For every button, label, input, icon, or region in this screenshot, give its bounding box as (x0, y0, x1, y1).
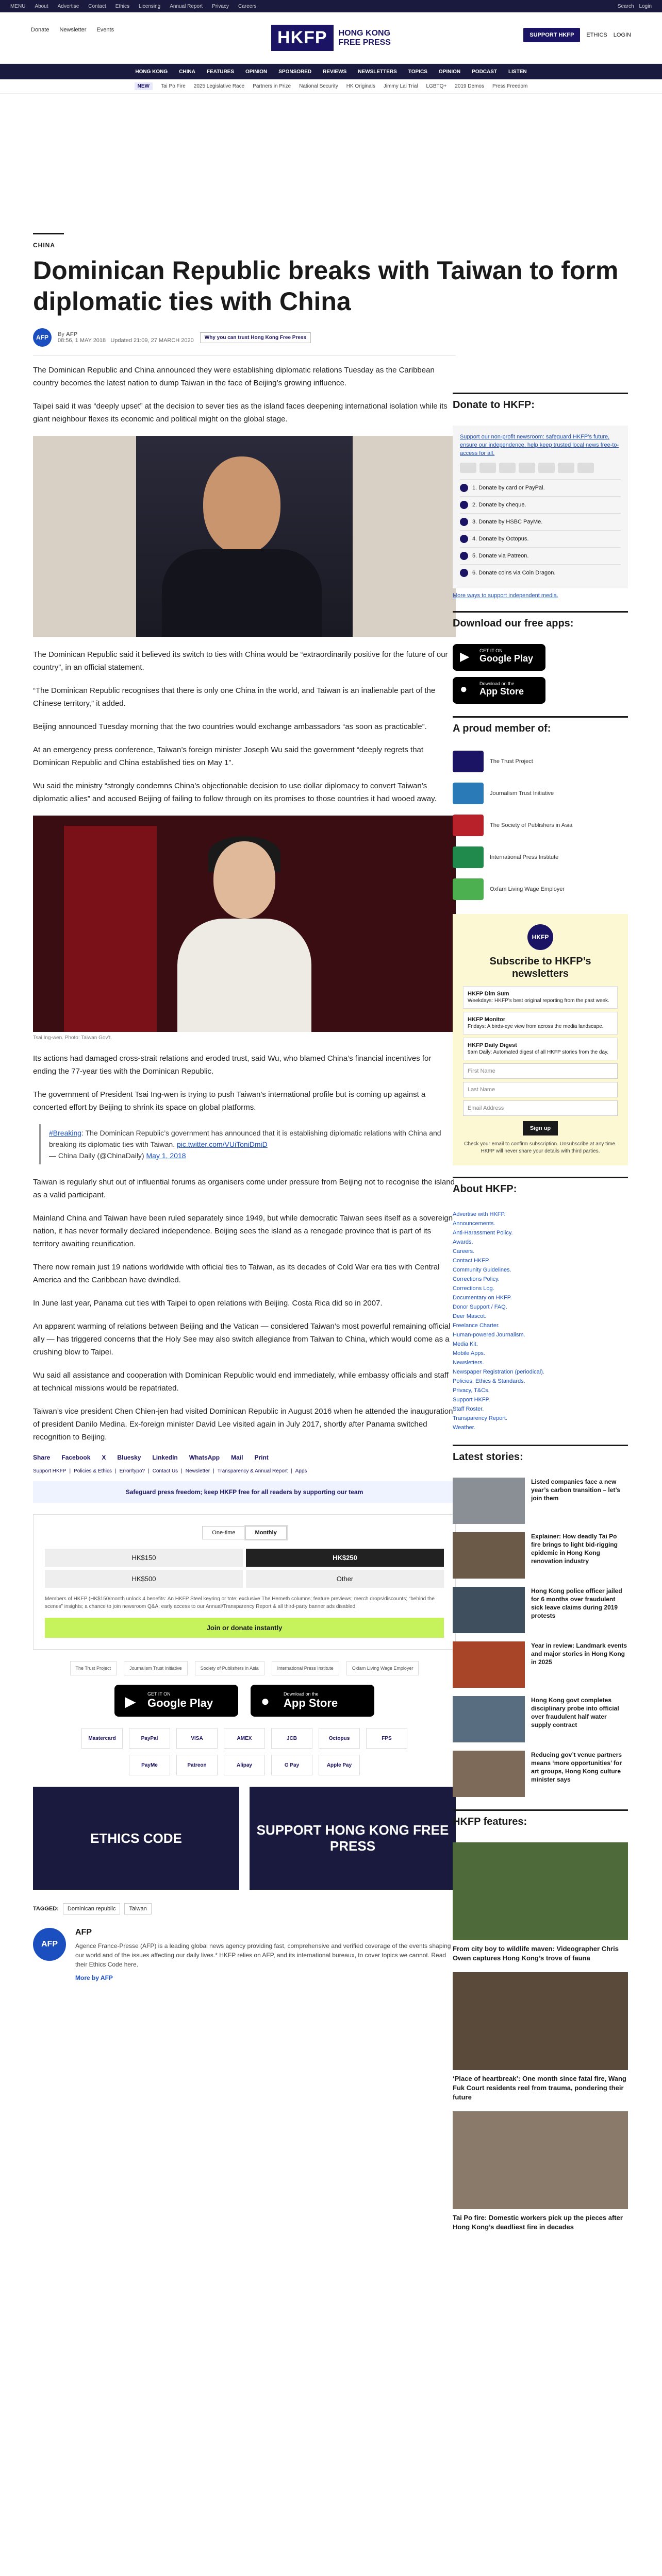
author-avatar[interactable]: AFP (33, 328, 52, 347)
story-title: Listed companies face a new year’s carbon transition – let’s join them (531, 1478, 620, 1502)
topbar-item[interactable]: About (35, 3, 48, 9)
member-logo[interactable] (453, 749, 628, 774)
donate-option[interactable] (460, 479, 621, 496)
join-button[interactable]: Join or donate instantly (45, 1618, 444, 1638)
donate-intro-link[interactable]: Support our non-profit newsroom: safeguard HKFP’s future, ensure our independence, help keep trusted local news free-to-access for all. (460, 434, 619, 456)
payment-logo[interactable]: AMEX (224, 1728, 265, 1749)
author-bio: Agence France-Presse (AFP) is a leading global news agency providing fast, comprehensive and verified coverage of the events shaping our world and of the issues affecting our daily lives.* HKFP relies on AFP, and its international bureaux, to cover topics we cannot. Read their Ethics Code here. (75, 1942, 451, 1968)
story-title: Year in review: Landmark events and major stories in Hong Kong in 2025 (531, 1642, 627, 1666)
login-link[interactable]: LOGIN (613, 32, 631, 38)
trending-item[interactable]: LGBTQ+ (426, 83, 447, 89)
topbar-item[interactable]: Annual Report (170, 3, 203, 9)
badge-label: App Store (284, 1697, 338, 1709)
sidebar-heading: Latest stories: (453, 1445, 628, 1470)
trending-item[interactable]: National Security (299, 83, 338, 89)
newsletter-title: Subscribe to HKFP’s newsletters (489, 956, 591, 979)
tweet-text: : The Dominican Republic’s government has announced that it is establishing diplomatic relations with China and breaking its diplomatic ties with Taiwan. (49, 1129, 441, 1148)
card-icon (519, 463, 535, 473)
latest-story[interactable] (453, 1696, 628, 1742)
by-label: By (58, 331, 64, 337)
story-title: Hong Kong police officer jailed for 6 months over fraudulent sick leave claims during 2019 protests (531, 1587, 622, 1619)
donate-widget (33, 1514, 456, 1650)
member-logo-icon (453, 815, 484, 836)
apple-icon: ● (460, 682, 468, 696)
about-link[interactable]: Policies, Ethics & Standards. (453, 1378, 525, 1384)
sidebar-heading: Donate to HKFP: (453, 393, 628, 418)
nav-item[interactable]: OPINION (245, 69, 268, 75)
donate-option[interactable] (460, 564, 621, 581)
badge-small: GET IT ON (147, 1691, 171, 1697)
app-store-badge[interactable] (251, 1685, 374, 1717)
feature-title: ‘Place of heartbreak’: One month since fatal fire, Wang Fuk Court residents reel from trauma, pondering their future (453, 2075, 626, 2101)
author-name[interactable]: AFP (75, 1928, 92, 1937)
nav-item[interactable]: REVIEWS (323, 69, 347, 75)
story-thumbnail (453, 1478, 525, 1524)
about-link[interactable]: Announcements. (453, 1221, 495, 1227)
topbar-item[interactable]: Licensing (138, 3, 161, 9)
member-name: Journalism Trust Initiative (490, 790, 554, 796)
embedded-tweet (39, 1124, 456, 1164)
trending-item[interactable]: Press Freedom (492, 83, 528, 89)
about-link[interactable]: Community Guidelines. (453, 1267, 511, 1273)
donate-option[interactable] (460, 513, 621, 530)
footer-link[interactable]: Policies & Ethics (74, 1468, 112, 1474)
tweet-author: — China Daily (@ChinaDaily) (49, 1151, 144, 1160)
header-right (523, 28, 631, 42)
about-link[interactable]: Donor Support / FAQ. (453, 1304, 507, 1310)
donate-option[interactable] (460, 530, 621, 547)
google-play-badge[interactable] (453, 644, 545, 671)
topbar-item[interactable]: Contact (88, 3, 106, 9)
member-name: The Society of Publishers in Asia (490, 822, 573, 828)
article-title: Dominican Republic breaks with Taiwan to form diplomatic ties with China (33, 256, 619, 316)
paragraph: “The Dominican Republic recognises that there is only one China in the world, and Taiwan is an inalienable part of the Chinese territory,” it added. (33, 686, 436, 708)
trust-badge[interactable]: Why you can trust Hong Kong Free Press (200, 332, 311, 343)
topbar-item[interactable]: Advertise (57, 3, 79, 9)
footer-link[interactable]: Apps (295, 1468, 307, 1474)
paragraph: Mainland China and Taiwan have been ruled separately since 1949, but while democratic Taiwan sees itself as a sovereign nation, it has never formally declared independence. Beijing sees the island as a renegade province that is part of its territory awaiting reunification. (33, 1214, 453, 1248)
donate-option-label: 2. Donate by cheque. (472, 502, 526, 508)
trending-item[interactable]: HK Originals (346, 83, 375, 89)
trust-logo[interactable]: International Press Institute (272, 1661, 339, 1675)
member-logo[interactable] (453, 781, 628, 806)
nl-option-name: HKFP Monitor (468, 1016, 506, 1023)
paragraph: The Dominican Republic and China announced they were establishing diplomatic relations Tuesday as the Caribbean country becomes the latest nation to dump Taiwan in the face of Beijing’s growing influence. (33, 366, 435, 387)
sidebar (453, 393, 628, 2241)
promo-banners (33, 1787, 456, 1890)
paragraph: The Dominican Republic said it believed its switch to ties with China would be “extraordinarily positive for the future of our country”, in an official statement. (33, 650, 448, 672)
more-ways-link[interactable]: More ways to support independent media. (453, 592, 558, 599)
author-box (33, 1928, 456, 1982)
nav-item[interactable]: SPONSORED (278, 69, 312, 75)
site-header (0, 12, 662, 64)
tweet-pic-link[interactable]: pic.twitter.com/VUiToniDmiD (176, 1140, 268, 1148)
latest-story[interactable] (453, 1751, 628, 1797)
nl-option-desc: Fridays: A birds-eye view from across the media landscape. (468, 1024, 604, 1029)
photo-flag (64, 826, 157, 1032)
badge-label: Google Play (479, 653, 534, 664)
tag-list (33, 1903, 456, 1914)
payment-logo[interactable]: Patreon (176, 1755, 218, 1775)
trending-item[interactable]: 2025 Legislative Race (193, 83, 245, 89)
paragraph: Taipei said it was “deeply upset” at the decision to sever ties as the island faces deepening international isolation while its giant neighbour flexes its economic and political might on the global stage. (33, 402, 448, 423)
app-store-badge[interactable] (453, 677, 545, 704)
share-facebook[interactable]: Facebook (61, 1454, 91, 1461)
google-play-badge[interactable] (114, 1685, 238, 1717)
newsletter-link[interactable]: Newsletter (59, 27, 87, 33)
member-name: International Press Institute (490, 854, 559, 860)
trust-logo[interactable]: The Trust Project (70, 1661, 117, 1675)
about-link[interactable]: Mobile Apps. (453, 1350, 485, 1357)
sidebar-heading: About HKFP: (453, 1177, 628, 1202)
freq-monthly[interactable]: Monthly (245, 1526, 287, 1539)
about-link[interactable]: Privacy, T&Cs. (453, 1387, 490, 1394)
payment-methods (64, 1728, 425, 1775)
latest-story[interactable] (453, 1532, 628, 1579)
footer-link[interactable]: Newsletter (185, 1468, 210, 1474)
trust-logo[interactable]: Oxfam Living Wage Employer (346, 1661, 419, 1675)
feature-image (453, 1972, 628, 2070)
card-icon (499, 463, 516, 473)
badge-label: Google Play (147, 1697, 213, 1709)
feature-story[interactable] (453, 1842, 628, 1963)
main-nav (0, 64, 662, 79)
donate-option[interactable] (460, 547, 621, 564)
payment-logo[interactable]: PayPal (129, 1728, 170, 1749)
member-name: Oxfam Living Wage Employer (490, 886, 565, 892)
about-link[interactable]: Staff Roster. (453, 1406, 484, 1412)
tsai-ing-wen-photo (33, 816, 456, 1032)
nav-item[interactable]: PODCAST (472, 69, 498, 75)
member-logo-icon (453, 878, 484, 900)
nav-item[interactable]: TOPICS (408, 69, 427, 75)
apple-icon: ● (261, 1693, 270, 1709)
payment-logo[interactable]: Alipay (224, 1755, 265, 1775)
login-link[interactable]: Login (639, 3, 652, 9)
publish-date: 08:56, 1 MAY 2018 (58, 337, 106, 344)
trending-label: NEW (135, 82, 153, 90)
payment-logo[interactable]: FPS (366, 1728, 407, 1749)
card-icon (460, 463, 476, 473)
amount-option[interactable]: HK$250 (246, 1549, 444, 1567)
story-thumbnail (453, 1587, 525, 1633)
title-rule (33, 233, 64, 234)
trending-item[interactable]: Jimmy Lai Trial (383, 83, 418, 89)
paragraph: Taiwan’s vice president Chen Chien-jen had visited Dominican Republic in August 2016 when he attended the inauguration of president Danilo Medina. Ex-foreign minister David Lee visited again in July 2017, shortly after Panama switched recognition to Beijing. (33, 1407, 453, 1442)
author-link[interactable]: AFP (65, 331, 77, 337)
member-logo-icon (453, 846, 484, 868)
sidebar-heading: Download our free apps: (453, 611, 628, 637)
nl-option-desc: Weekdays: HKFP’s best original reporting from the past week. (468, 998, 609, 1004)
payment-logo[interactable]: Apple Pay (319, 1755, 360, 1775)
paragraph: Wu said all assistance and cooperation with Dominican Republic would end immediately, while embassy officials and staff at technical missions would be repatriated. (33, 1371, 449, 1393)
support-promo[interactable]: SUPPORT HONG KONG FREE PRESS (250, 1787, 456, 1890)
about-link[interactable]: Advertise with HKFP. (453, 1211, 506, 1217)
badge-label: App Store (479, 686, 524, 697)
option-icon (460, 501, 468, 509)
tweet-date-link[interactable]: May 1, 2018 (146, 1151, 186, 1160)
newsletter-option[interactable] (463, 1012, 618, 1035)
nav-item[interactable]: CHINA (179, 69, 195, 75)
card-icon (538, 463, 555, 473)
trending-bar (0, 79, 662, 94)
story-title: Reducing gov’t venue partners means ‘more opportunities’ for art groups, Hong Kong culture minister says (531, 1751, 622, 1783)
member-logo-icon (453, 783, 484, 804)
danilo-medina-photo (33, 436, 456, 637)
share-bar (33, 1454, 456, 1461)
card-icon (577, 463, 594, 473)
card-icons (460, 463, 621, 473)
about-link[interactable]: Newspaper Registration (periodical). (453, 1369, 544, 1375)
about-link[interactable]: Newsletters. (453, 1360, 484, 1366)
share-print[interactable]: Print (254, 1454, 269, 1461)
footer-link[interactable]: Support HKFP (33, 1468, 67, 1474)
newsletter-option[interactable] (463, 1038, 618, 1060)
nav-item[interactable]: HONG KONG (135, 69, 168, 75)
freq-one-time[interactable]: One-time (202, 1526, 245, 1539)
member-logo[interactable] (453, 813, 628, 838)
tag[interactable]: Dominican republic (63, 1903, 121, 1914)
about-link[interactable]: Documentary on HKFP. (453, 1295, 512, 1301)
feature-story[interactable] (453, 1972, 628, 2102)
membership-benefits: Members of HKFP (HK$150/month unlock 4 benefits: An HKFP Steel keyring or tote; exclusive The Hemeth columns; feature previews; merch drops/discounts; “behind the scenes” insights; a chance to join newsroom Q&A; early access to our Annual/Transparency Report & all third-party banner ads disabled. (45, 1596, 435, 1609)
donate-option-label: 1. Donate by card or PayPal. (472, 485, 545, 491)
member-logo-icon (453, 751, 484, 772)
topbar-item[interactable]: MENU (10, 3, 26, 9)
top-utility-bar (0, 0, 662, 12)
newsletter-logo: HKFP (527, 924, 553, 950)
amount-option[interactable]: Other (246, 1570, 444, 1588)
logo-line: FREE PRESS (338, 38, 391, 47)
donate-link[interactable]: Donate (31, 27, 49, 33)
site-logo[interactable] (271, 25, 391, 51)
last-name-input[interactable]: Last Name (463, 1082, 618, 1097)
member-logo[interactable] (453, 877, 628, 902)
latest-story[interactable] (453, 1587, 628, 1633)
ethics-promo[interactable]: ETHICS CODE (33, 1787, 239, 1890)
nav-item[interactable]: NEWSLETTERS (358, 69, 397, 75)
header-links (31, 27, 114, 33)
events-link[interactable]: Events (96, 27, 114, 33)
option-icon (460, 552, 468, 560)
payment-logo[interactable]: JCB (271, 1728, 312, 1749)
byline-text (58, 331, 194, 344)
about-link[interactable]: Corrections Policy. (453, 1276, 500, 1282)
newsletter-signup (453, 914, 628, 1165)
first-name-input[interactable]: First Name (463, 1063, 618, 1079)
donate-panel (453, 426, 628, 588)
amount-option[interactable]: HK$500 (45, 1570, 243, 1588)
about-link[interactable]: Freelance Charter. (453, 1323, 500, 1329)
feature-title: Tai Po fire: Domestic workers pick up the pieces after Hong Kong’s deadliest fire in decades (453, 2214, 623, 2231)
donate-option-label: 4. Donate by Octopus. (472, 536, 529, 542)
about-link[interactable]: Support HKFP. (453, 1397, 490, 1403)
play-icon: ▶ (125, 1693, 136, 1709)
paragraph: Its actions had damaged cross-strait relations and eroded trust, said Wu, who blamed China’s financial incentives for ending the 77-year ties with the Dominican Republic. (33, 1054, 432, 1076)
trust-logos (33, 1661, 456, 1675)
payment-logo[interactable]: VISA (176, 1728, 218, 1749)
member-logo[interactable] (453, 845, 628, 870)
paragraph: An apparent warming of relations between Beijing and the Vatican — considered Taiwan’s most powerful remaining official ally — has triggered concerns that the Holy See may also switch allegiance from Taiwan to China, which would come as a crushing blow to Taipei. (33, 1322, 451, 1357)
logo-text (339, 29, 391, 47)
tag[interactable]: Taiwan (124, 1903, 151, 1914)
nav-item[interactable]: OPINION (438, 69, 461, 75)
story-thumbnail (453, 1696, 525, 1742)
payment-logo[interactable]: Octopus (319, 1728, 360, 1749)
share-x[interactable]: X (102, 1454, 106, 1461)
amount-grid (45, 1549, 444, 1588)
nl-option-name: HKFP Dim Sum (468, 991, 509, 997)
about-link[interactable]: Weather. (453, 1425, 475, 1431)
paragraph: At an emergency press conference, Taiwan’s foreign minister Joseph Wu said the government “deeply regrets that Dominican Republic and China established ties on May 1”. (33, 745, 424, 767)
payment-logo[interactable]: Mastercard (81, 1728, 123, 1749)
share-bluesky[interactable]: Bluesky (117, 1454, 141, 1461)
badge-small: Download on the (479, 681, 515, 686)
photo-face (203, 456, 280, 554)
footer-link[interactable]: Contact Us (152, 1468, 178, 1474)
story-thumbnail (453, 1641, 525, 1688)
trending-item[interactable]: Partners in Prize (253, 83, 291, 89)
photo-suit (162, 549, 322, 637)
topbar-item[interactable]: Careers (238, 3, 257, 9)
sidebar-heading: HKFP features: (453, 1809, 628, 1835)
frequency-toggle (45, 1526, 444, 1539)
more-by-author-link[interactable]: More by AFP (75, 1974, 113, 1981)
latest-story[interactable] (453, 1641, 628, 1688)
about-links (453, 1210, 628, 1432)
newsletter-option[interactable] (463, 986, 618, 1009)
option-icon (460, 569, 468, 577)
tags-label: TAGGED: (33, 1906, 59, 1912)
paragraph: The government of President Tsai Ing-wen is trying to push Taiwan’s international profile but is coming up against a concerted effort by Beijing to shrink its space on global platforms. (33, 1090, 426, 1112)
feature-image (453, 2111, 628, 2209)
paragraph: There now remain just 19 nations worldwide with official ties to Taiwan, as its decades of Cold War era ties with Central America and the Caribbean have dwindled. (33, 1263, 440, 1284)
support-button[interactable]: SUPPORT HKFP (523, 28, 580, 42)
story-thumbnail (453, 1532, 525, 1579)
trust-logo[interactable]: Society of Publishers in Asia (195, 1661, 264, 1675)
donate-option-label: 3. Donate by HSBC PayMe. (472, 519, 543, 525)
tweet-hashtag[interactable]: #Breaking (49, 1129, 82, 1137)
newsletter-note: Check your email to confirm subscription. Unsubscribe at any time. HKFP will never share your details with third parties. (464, 1141, 617, 1154)
trust-logo[interactable]: Journalism Trust Initiative (124, 1661, 188, 1675)
ethics-link[interactable]: ETHICS (586, 32, 607, 38)
payment-logo[interactable]: PayMe (129, 1755, 170, 1775)
feature-title: From city boy to wildlife maven: Videographer Chris Owen captures Hong Kong’s trove of fauna (453, 1945, 619, 1962)
donate-option[interactable] (460, 496, 621, 513)
member-name: The Trust Project (490, 758, 533, 765)
about-link[interactable]: Deer Mascot. (453, 1313, 487, 1319)
updated-date: Updated 21:09, 27 MARCH 2020 (110, 337, 194, 344)
photo-face (213, 841, 275, 919)
about-link[interactable]: Media Kit. (453, 1341, 478, 1347)
author-avatar[interactable]: AFP (33, 1928, 66, 1961)
photo-suit (177, 919, 311, 1032)
photo-caption: Tsai Ing-wen. Photo: Taiwan Gov’t. (33, 1035, 112, 1041)
share-label: Share (33, 1454, 51, 1461)
footer-link[interactable]: Transparency & Annual Report (217, 1468, 288, 1474)
topbar-item[interactable]: Ethics (115, 3, 129, 9)
story-thumbnail (453, 1751, 525, 1797)
paragraph: In June last year, Panama cut ties with Taipei to open relations with Beijing. Costa Rica did so in 2007. (33, 1299, 383, 1308)
donate-option-label: 5. Donate via Patreon. (472, 553, 529, 559)
paragraph: Wu said the ministry “strongly condemns China’s objectionable decision to use dollar diplomacy to convert Taiwan’s diplomatic allies” and accused Beijing of failing to follow through on its promises to those countries it had wooed away. (33, 782, 437, 803)
signup-button[interactable]: Sign up (523, 1121, 558, 1136)
play-icon: ▶ (460, 650, 470, 664)
about-link[interactable]: Careers. (453, 1248, 475, 1255)
share-mail[interactable]: Mail (231, 1454, 243, 1461)
badge-small: GET IT ON (479, 648, 503, 653)
sidebar-heading: A proud member of: (453, 716, 628, 742)
paragraph: Taiwan is regularly shut out of influential forums as organisers come under pressure from Beijing not to recognise the island as a valid participant. (33, 1178, 455, 1199)
byline (33, 328, 456, 347)
about-link[interactable]: Anti-Harassment Policy. (453, 1230, 513, 1236)
topbar-right (618, 4, 652, 9)
badge-small: Download on the (284, 1691, 319, 1697)
nl-option-name: HKFP Daily Digest (468, 1042, 517, 1048)
nav-item[interactable]: FEATURES (206, 69, 235, 75)
option-icon (460, 535, 468, 543)
about-link[interactable]: Transparency Report. (453, 1415, 507, 1421)
feature-story[interactable] (453, 2111, 628, 2232)
email-input[interactable]: Email Address (463, 1100, 618, 1116)
story-title: Hong Kong govt completes disciplinary probe into official over fraudulent half water supply contract (531, 1697, 619, 1728)
card-icon (558, 463, 574, 473)
trending-item[interactable]: 2019 Demos (455, 83, 484, 89)
topbar-item[interactable]: Privacy (212, 3, 229, 9)
about-link[interactable]: Human-powered Journalism. (453, 1332, 525, 1338)
search-link[interactable]: Search (617, 3, 634, 9)
nav-item[interactable]: LISTEN (508, 69, 527, 75)
donate-option-label: 6. Donate coins via Coin Dragon. (472, 570, 556, 576)
safeguard-banner[interactable]: Safeguard press freedom; keep HKFP free for all readers by supporting our team (33, 1481, 456, 1503)
nl-option-desc: 9am Daily: Automated digest of all HKFP stories from the day. (468, 1049, 609, 1055)
share-whatsapp[interactable]: WhatsApp (189, 1454, 220, 1461)
about-link[interactable]: Awards. (453, 1239, 473, 1245)
article-category[interactable]: CHINA (33, 242, 55, 249)
app-badges (33, 1685, 456, 1717)
trending-item[interactable]: Tai Po Fire (160, 83, 186, 89)
logo-mark: HKFP (271, 25, 334, 51)
payment-logo[interactable]: G Pay (271, 1755, 312, 1775)
amount-option[interactable]: HK$150 (45, 1549, 243, 1567)
footer-link[interactable]: Error/typo? (119, 1468, 145, 1474)
card-icon (479, 463, 496, 473)
about-link[interactable]: Corrections Log. (453, 1285, 494, 1292)
about-link[interactable]: Contact HKFP. (453, 1258, 490, 1264)
author-info (75, 1928, 456, 1982)
share-linkedin[interactable]: LinkedIn (152, 1454, 178, 1461)
logo-line: HONG KONG (338, 28, 391, 38)
feature-image (453, 1842, 628, 1940)
article-footer-links: Support HKFP | Policies & Ethics | Error/typo? | Contact Us | Newsletter | Transparency & Annual Report | Apps (33, 1468, 307, 1474)
story-title: Explainer: How deadly Tai Po fire brings to light bid-rigging epidemic in Hong Kong renovation industry (531, 1533, 618, 1565)
latest-story[interactable] (453, 1478, 628, 1524)
option-icon (460, 518, 468, 526)
paragraph: Beijing announced Tuesday morning that the two countries would exchange ambassadors “as soon as practicable”. (33, 722, 427, 731)
option-icon (460, 484, 468, 492)
